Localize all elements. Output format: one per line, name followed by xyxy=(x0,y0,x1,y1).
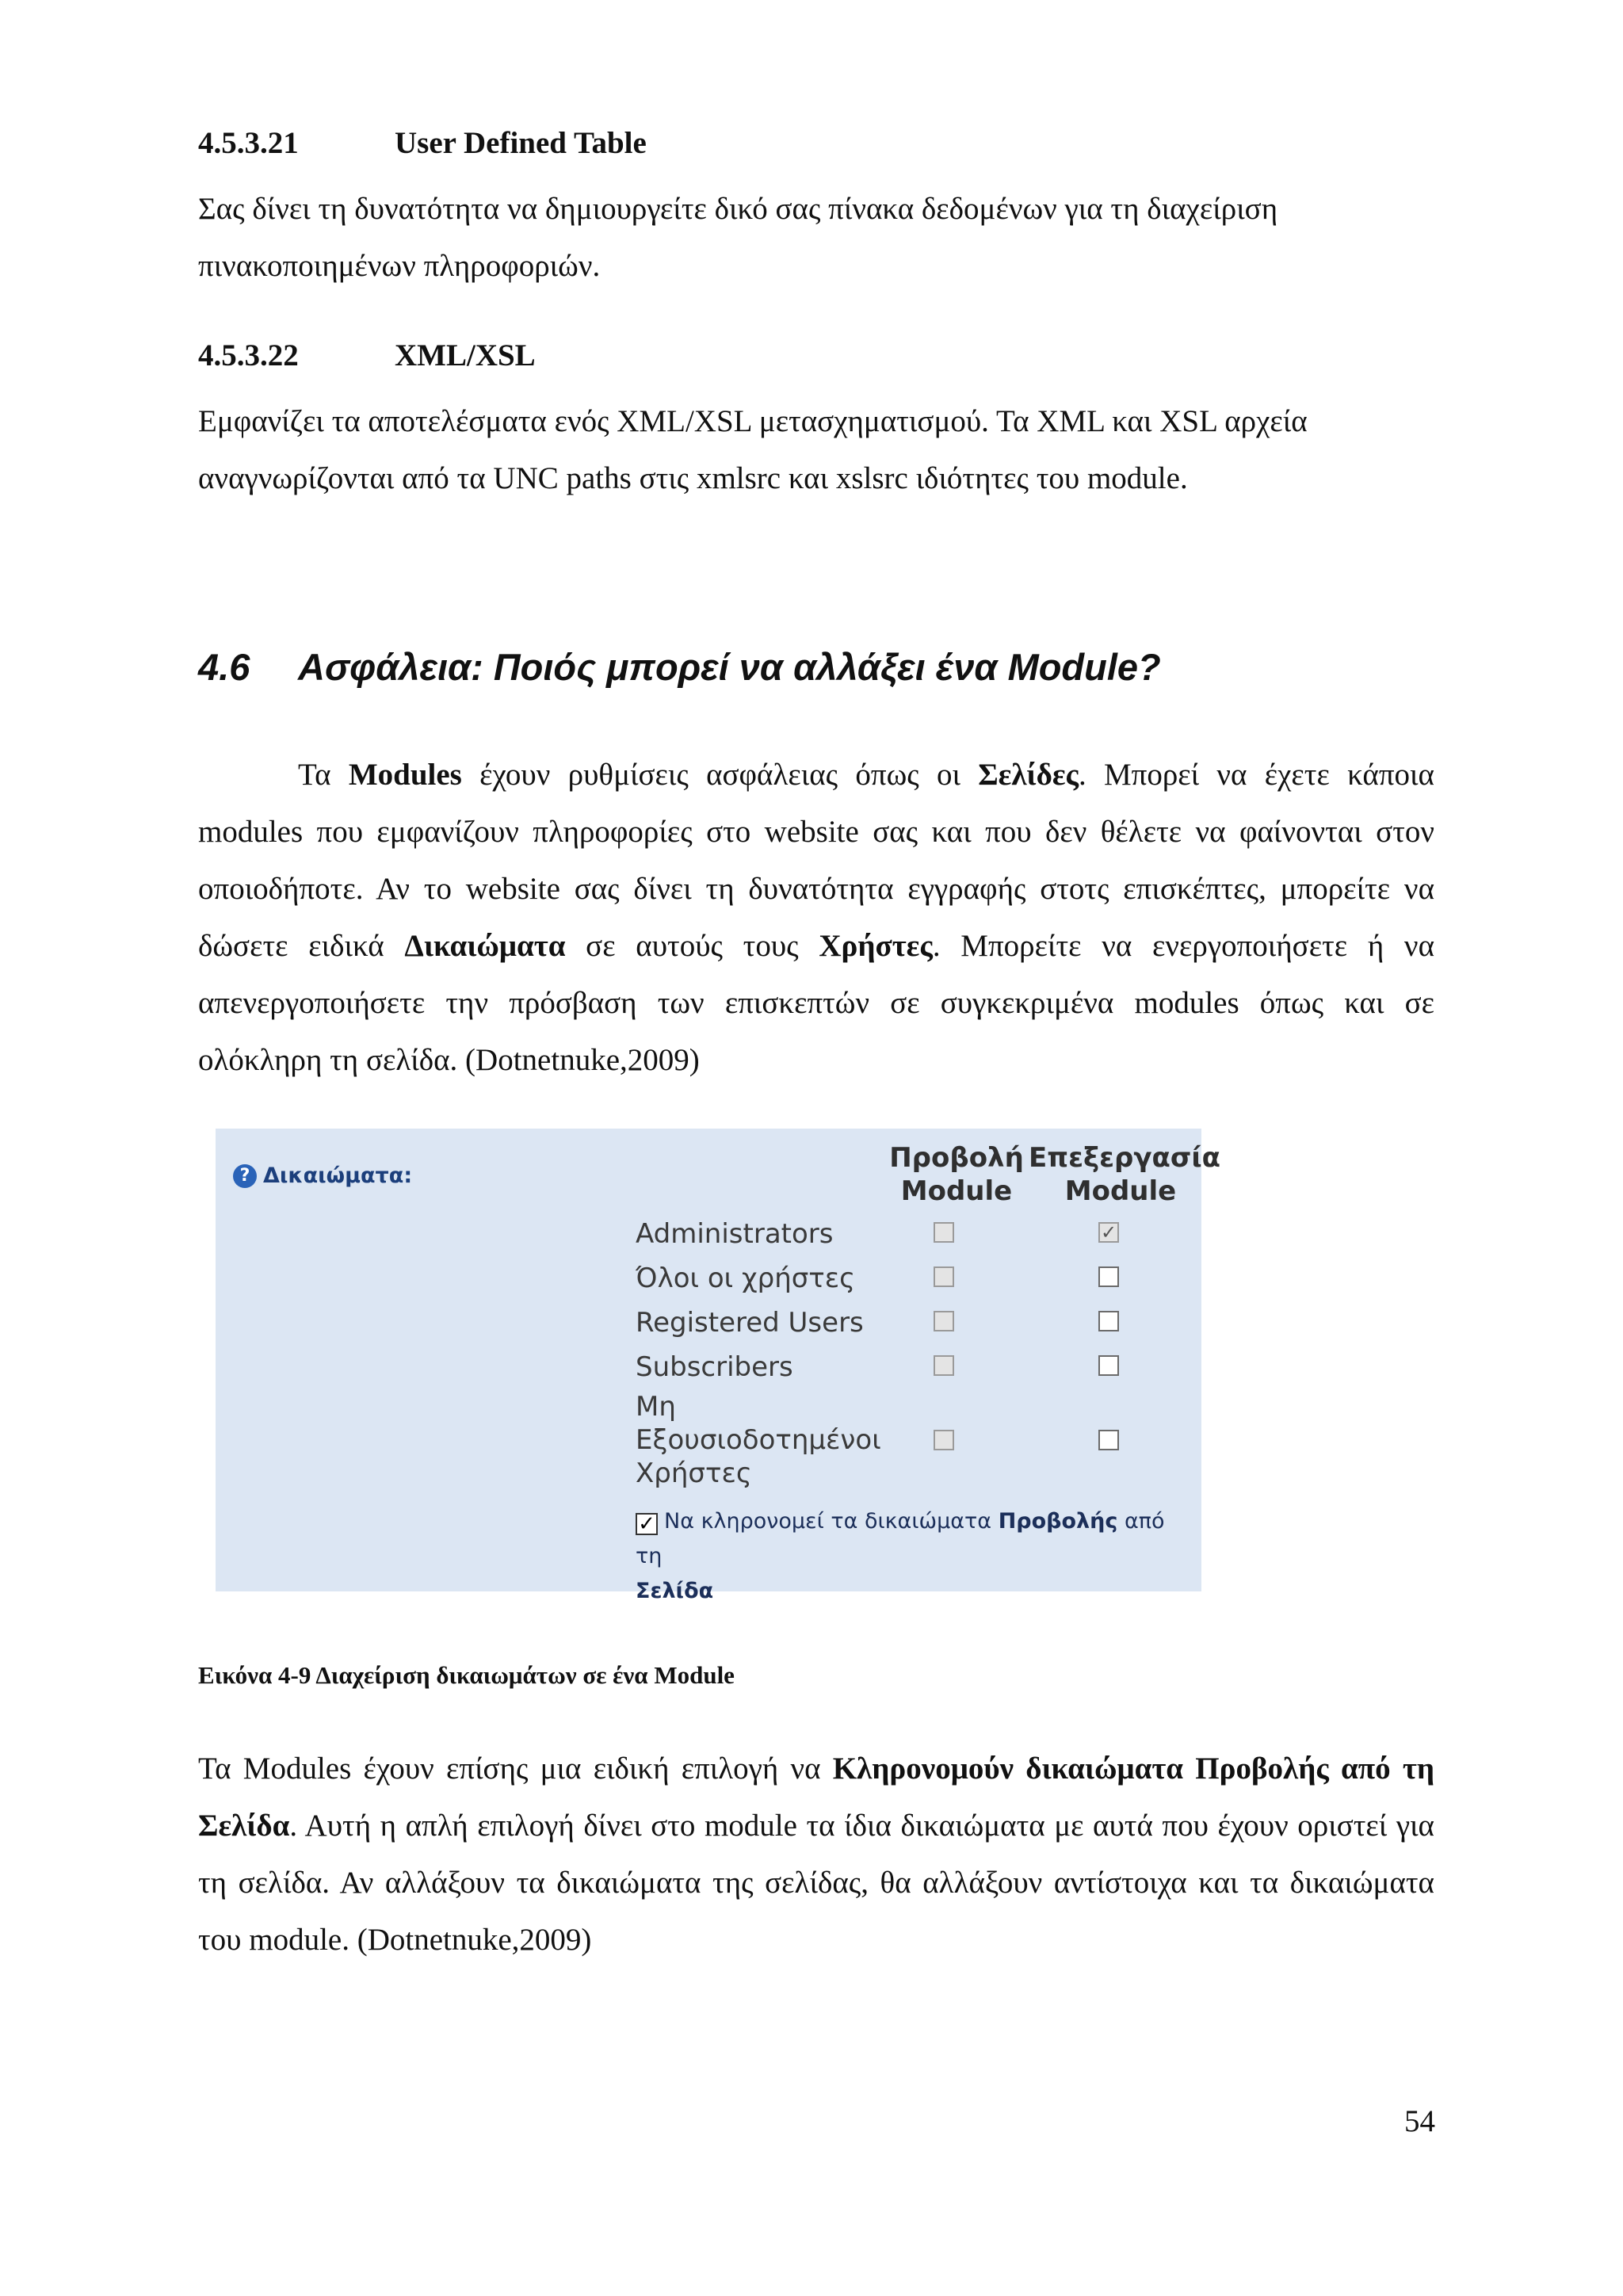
role-administrators: Administrators xyxy=(636,1218,834,1250)
text-run: Τα Modules έχουν επίσης μια ειδική επιλογή να xyxy=(198,1752,833,1786)
section-text-xml-xsl xyxy=(198,393,1434,507)
chapter-title: Ασφάλεια: Ποιός μπορεί να αλλάξει ένα Module? xyxy=(298,646,1161,688)
permissions-label xyxy=(233,1163,412,1188)
permissions-panel xyxy=(216,1129,1221,1603)
edit-checkbox-unauthenticated[interactable] xyxy=(1098,1430,1119,1450)
edit-checkbox-subscribers[interactable] xyxy=(1098,1355,1119,1376)
edit-checkbox-administrators[interactable]: ✓ xyxy=(1098,1222,1119,1243)
section-number: 4.5.3.22 xyxy=(198,338,299,372)
inherit-text-page: Σελίδα xyxy=(636,1579,714,1603)
permissions-label-text: Δικαιώματα: xyxy=(263,1163,413,1188)
column-header-edit-line2: Module xyxy=(1064,1175,1177,1207)
view-checkbox-unauthenticated[interactable] xyxy=(934,1430,954,1450)
column-header-view-line1: Προβολή xyxy=(889,1142,1024,1174)
inherit-text-bold: Προβολής xyxy=(998,1509,1118,1534)
text-run: έχουν ρυθμίσεις ασφάλειας όπως οι xyxy=(461,758,979,792)
column-header-edit-line1: Επεξεργασία xyxy=(1029,1142,1221,1174)
text-run: . Μπορείτε να ενεργοποιήσετε ή να απενεργοποιήσετε την πρόσβαση των επισκεπτών σε συγκεκριμένα modules όπως και σε ολόκληρη τη σελίδα. (Dotnetnuke,2009) xyxy=(198,929,1435,1077)
section-heading-xml-xsl xyxy=(198,338,536,374)
section-heading-user-defined-table xyxy=(198,125,647,162)
role-all-users: Όλοι οι χρήστες xyxy=(636,1263,856,1294)
bold-inherit-option: Κληρονομούν δικαιώματα Προβολής από τη Σελίδα xyxy=(198,1752,1434,1843)
text-run: σε αυτούς τους xyxy=(565,929,819,963)
inherit-text: από τη xyxy=(636,1509,1165,1568)
inherit-checkbox[interactable]: ✓ xyxy=(636,1513,658,1535)
bold-modules: Modules xyxy=(348,758,462,792)
role-subscribers: Subscribers xyxy=(636,1351,793,1383)
view-checkbox-administrators[interactable] xyxy=(934,1222,954,1243)
view-checkbox-all-users[interactable] xyxy=(934,1266,954,1287)
role-registered-users: Registered Users xyxy=(636,1307,864,1339)
help-icon[interactable]: ? xyxy=(233,1164,257,1188)
text-run: Τα xyxy=(298,758,349,792)
inherit-paragraph xyxy=(198,1740,1434,1969)
edit-checkbox-registered-users[interactable] xyxy=(1098,1311,1119,1331)
section-title: XML/XSL xyxy=(395,338,536,372)
bold-users: Χρήστες xyxy=(819,929,933,963)
chapter-number: 4.6 xyxy=(198,646,250,688)
page-number: 54 xyxy=(1404,2104,1435,2138)
section-number: 4.5.3.21 xyxy=(198,126,299,160)
column-header-edit xyxy=(1029,1141,1221,1208)
section-title: User Defined Table xyxy=(395,126,647,160)
security-paragraph xyxy=(198,747,1434,1089)
bold-permissions: Δικαιώματα xyxy=(404,929,566,963)
bold-pages: Σελίδες xyxy=(978,758,1079,792)
role-line: Εξουσιοδοτημένοι xyxy=(636,1424,881,1456)
edit-checkbox-all-users[interactable] xyxy=(1098,1266,1119,1287)
role-line: Χρήστες xyxy=(636,1457,752,1489)
inherit-text: Να κληρονομεί τα δικαιώματα xyxy=(664,1509,999,1534)
paragraph-text: Σας δίνει τη δυνατότητα να δημιουργείτε δικό σας πίνακα δεδομένων για τη διαχείριση πινακοποιημένων πληροφοριών. xyxy=(198,192,1278,283)
text-run: . Αυτή η απλή επιλογή δίνει στο module τα ίδια δικαιώματα με αυτά που έχουν οριστεί για τη σελίδα. Αν αλλάξουν τα δικαιώματα της σελίδας, θα αλλάξουν αντίστοιχα και τα δικαιώματα του module. (Dotnetnuke,2009) xyxy=(198,1809,1434,1957)
role-unauthenticated-users xyxy=(636,1390,881,1490)
inherit-permissions-option[interactable] xyxy=(636,1504,1174,1609)
column-header-view-line2: Module xyxy=(900,1175,1013,1207)
column-header-view xyxy=(873,1141,1040,1208)
section-text-user-defined-table xyxy=(198,181,1434,295)
chapter-heading xyxy=(198,644,1161,691)
view-checkbox-subscribers[interactable] xyxy=(934,1355,954,1376)
figure-caption: Εικόνα 4-9 Διαχείριση δικαιωμάτων σε ένα Module xyxy=(198,1661,735,1689)
paragraph-text: Εμφανίζει τα αποτελέσματα ενός XML/XSL μετασχηματισμού. Τα XML και XSL αρχεία αναγνωρίζονται από τα UNC paths στις xmlsrc και xslsrc ιδιότητες του module. xyxy=(198,404,1308,495)
text-run: . Μπορεί να έχετε κάποια modules που εμφανίζουν πληροφορίες στο website σας και που δεν θέλετε να φαίνονται στον οποιοδήποτε. Αν το website σας δίνει τη δυνατότητα εγγραφής στοτς επισκέπτες, μπορείτε να δώσετε ειδικά xyxy=(198,758,1434,963)
role-line: Μη xyxy=(636,1391,676,1423)
view-checkbox-registered-users[interactable] xyxy=(934,1311,954,1331)
